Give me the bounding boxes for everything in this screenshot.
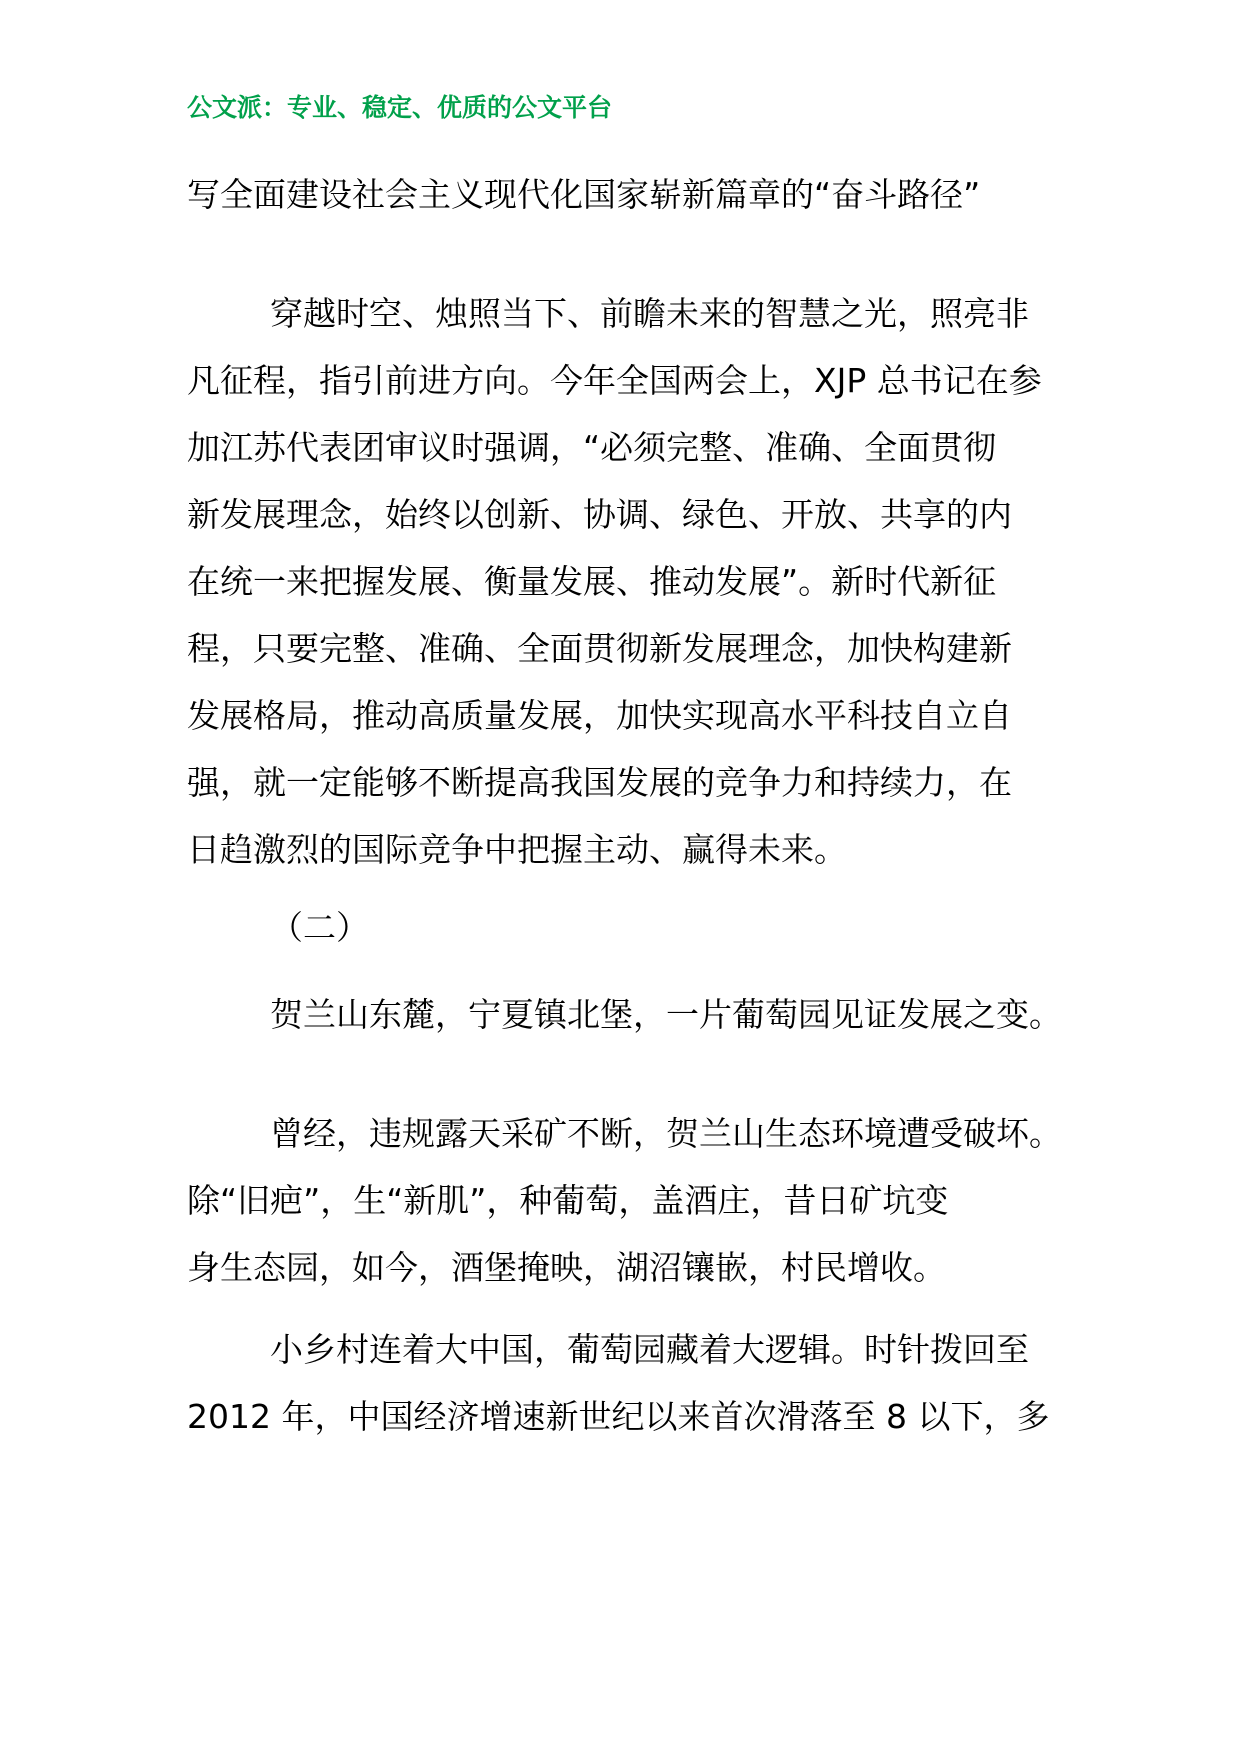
paragraph-line: 强，就一定能够不断提高我国发展的竞争力和持续力，在: [187, 763, 1012, 802]
paragraph-line: 身生态园，如今，酒堡掩映，湖沼镶嵌，村民增收。: [187, 1248, 946, 1287]
paragraph-line: 新发展理念，始终以创新、协调、绿色、开放、共享的内: [187, 495, 1012, 534]
paragraph-line: 曾经，违规露天采矿不断，贺兰山生态环境遭受破坏。: [270, 1114, 1062, 1153]
paragraph-line: 日趋激烈的国际竞争中把握主动、赢得未来。: [187, 830, 847, 869]
section-heading: （二）: [270, 908, 369, 947]
paragraph-line: 加江苏代表团审议时强调，“必须完整、准确、全面贯彻: [187, 428, 997, 467]
brand-header: 公文派：专业、稳定、优质的公文平台: [187, 93, 613, 122]
paragraph-line: 穿越时空、烛照当下、前瞻未来的智慧之光，照亮非: [270, 294, 1029, 333]
paragraph-line: 2012 年，中国经济增速新世纪以来首次滑落至 8 以下，多: [187, 1397, 1050, 1436]
document-title-line: 写全面建设社会主义现代化国家崭新篇章的“奋斗路径”: [187, 175, 981, 214]
paragraph-line: 除“旧疤”，生“新肌”，种葡萄，盖酒庄，昔日矿坑变: [187, 1181, 949, 1220]
paragraph-line: 在统一来把握发展、衡量发展、推动发展”。新时代新征: [187, 562, 997, 601]
paragraph-line: 发展格局，推动高质量发展，加快实现高水平科技自立自: [187, 696, 1012, 735]
paragraph-line: 凡征程，指引前进方向。今年全国两会上，XJP 总书记在参: [187, 361, 1042, 400]
paragraph-line: 贺兰山东麓，宁夏镇北堡，一片葡萄园见证发展之变。: [270, 995, 1062, 1034]
paragraph-line: 程，只要完整、准确、全面贯彻新发展理念，加快构建新: [187, 629, 1012, 668]
paragraph-line: 小乡村连着大中国，葡萄园藏着大逻辑。时针拨回至: [270, 1330, 1029, 1369]
